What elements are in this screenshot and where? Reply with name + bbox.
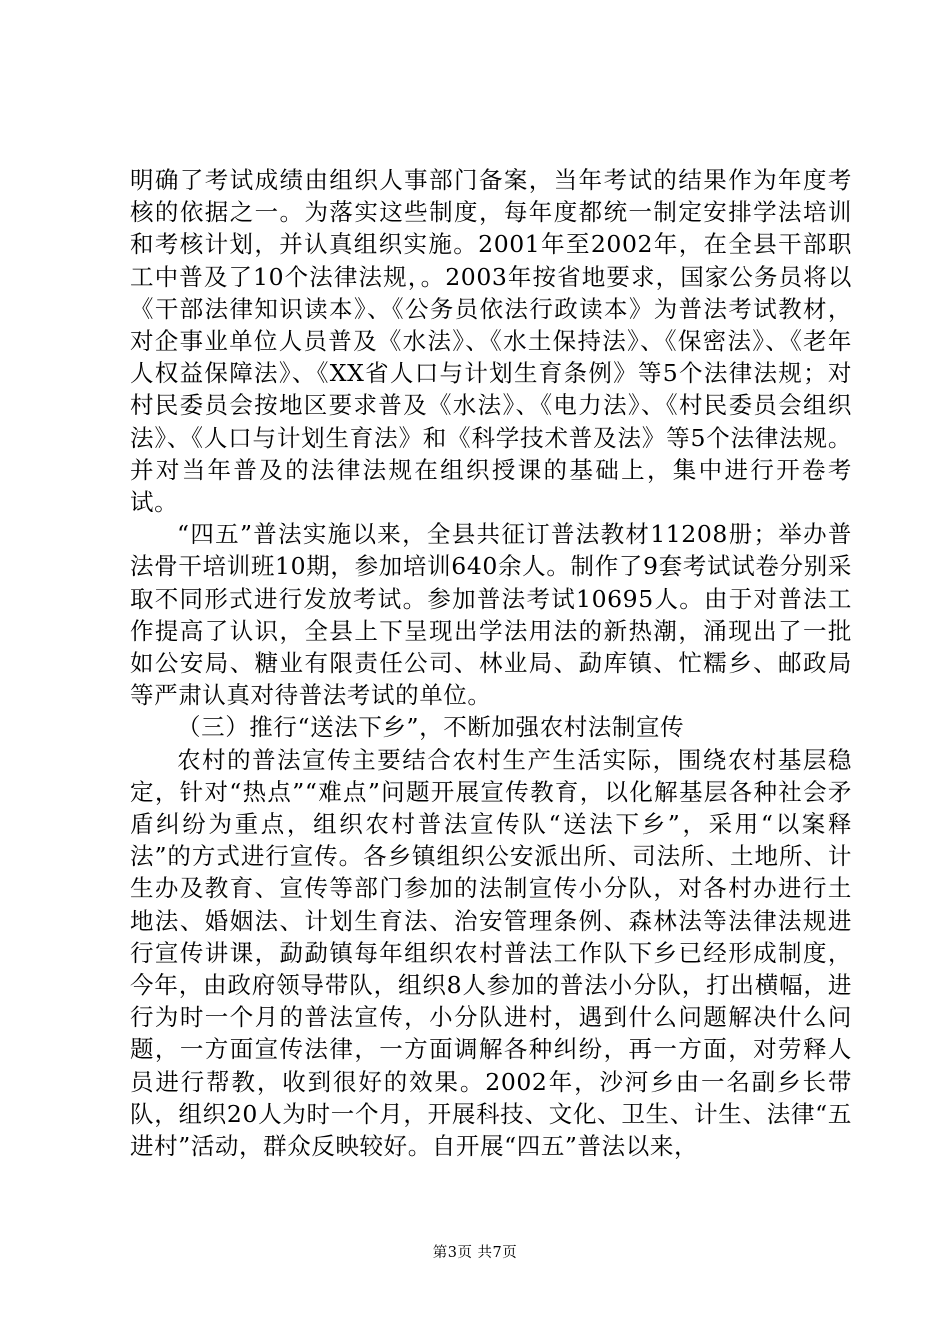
document-body (130, 164, 852, 1162)
page-footer: 第3页 共7页 (432, 1245, 518, 1261)
section-heading-rural-law: （三）推行“送法下乡”，不断加强农村法制宣传 (177, 713, 685, 742)
paragraph-rural-publicity: 农村的普法宣传主要结合农村生产生活实际，围绕农村基层稳定，针对“热点”“难点”问题开展宣传教育，以化解基层各种社会矛盾纠纷为重点，组织农村普法宣传队“送法下乡”，采用“以案释法”的方式进行宣传。各乡镇组织公安派出所、司法所、土地所、计生办及教育、宣传等部门参加的法制宣传小分队，对各村办进行土地法、婚姻法、计划生育法、治安管理条例、森林法等法律法规进行宣传讲课，勐勐镇每年组织农村普法工作队下乡已经形成制度，今年，由政府领导带队，组织8人参加的普法小分队，打出横幅，进行为时一个月的普法宣传，小分队进村，遇到什么问题解决什么问题，一方面宣传法律，一方面调解各种纠纷，再一方面，对劳释人员进行帮教，收到很好的效果。2002年，沙河乡由一名副乡长带队，组织20人为时一个月，开展科技、文化、卫生、计生、法律“五进村”活动，群众反映较好。自开展“四五”普法以来， (130, 745, 852, 1161)
paragraph-exam-policy: 明确了考试成绩由组织人事部门备案，当年考试的结果作为年度考核的依据之一。为落实这些制度，每年度都统一制定安排学法培训和考核计划，并认真组织实施。2001年至2002年，在全县干部职工中普及了10个法律法规，。2003年按省地要求，国家公务员将以《干部法律知识读本》、《公务员依法行政读本》为普法考试教材，对企事业单位人员普及《水法》、《水土保持法》、《保密法》、《老年人权益保障法》、《XX省人口与计划生育条例》等5个法律法规；对村民委员会按地区要求普及《水法》、《电力法》、《村民委员会组织法》、《人口与计划生育法》和《科学技术普及法》等5个法律法规。并对当年普及的法律法规在组织授课的基础上，集中进行开卷考试。 (130, 166, 852, 517)
paragraph-fourth-five-year-stats: “四五”普法实施以来，全县共征订普法教材11208册；举办普法骨干培训班10期，参加培训640余人。制作了9套考试试卷分别采取不同形式进行发放考试。参加普法考试10695人。由于对普法工作提高了认识，全县上下呈现出学法用法的新热潮，涌现出了一批如公安局、糖业有限责任公司、林业局、勐库镇、忙糯乡、邮政局等严肃认真对待普法考试的单位。 (130, 520, 852, 710)
